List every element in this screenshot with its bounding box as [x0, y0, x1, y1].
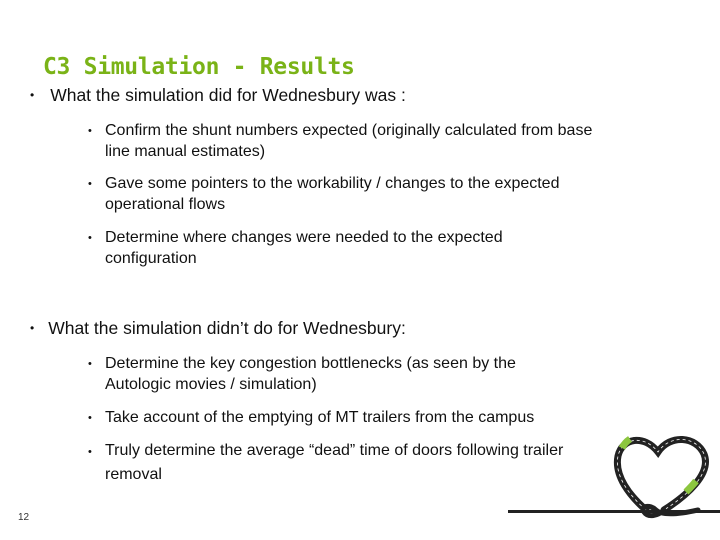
list-item	[88, 407, 618, 429]
bullet-icon: •	[88, 358, 92, 370]
bullet-icon: •	[30, 321, 35, 335]
list-item	[88, 439, 578, 487]
heart-road-logo-icon	[600, 430, 720, 520]
list-item-text: Confirm the shunt numbers expected (originally calculated from base line manual estimates)	[105, 122, 593, 160]
list-item-text: Take account of the emptying of MT trailers from the campus	[105, 409, 535, 426]
list-item	[88, 173, 618, 215]
bullet-icon: •	[88, 446, 92, 458]
bullet-icon: •	[30, 88, 35, 102]
slide-title: C3 Simulation - Results	[43, 54, 355, 80]
bullet-icon: •	[88, 178, 92, 190]
section-heading-text: What the simulation did for Wednesbury was :	[50, 85, 406, 105]
list-item-text: Determine the key congestion bottlenecks (as seen by the Autologic movies / simulation)	[105, 355, 516, 393]
section-heading	[30, 318, 406, 339]
bullet-icon: •	[88, 125, 92, 137]
list-item-text: Determine where changes were needed to the expected configuration	[105, 229, 503, 267]
list-item	[88, 227, 568, 269]
list-item-text: Gave some pointers to the workability / changes to the expected operational flows	[105, 175, 560, 213]
bullet-icon: •	[88, 412, 92, 424]
section-heading	[30, 85, 406, 106]
list-item-text: Truly determine the average “dead” time of doors following trailer removal	[105, 442, 564, 483]
list-item	[88, 353, 578, 395]
section-heading-text: What the simulation didn’t do for Wednesbury:	[48, 318, 406, 338]
page-number: 12	[18, 512, 30, 523]
list-item	[88, 120, 618, 162]
bullet-icon: •	[88, 232, 92, 244]
